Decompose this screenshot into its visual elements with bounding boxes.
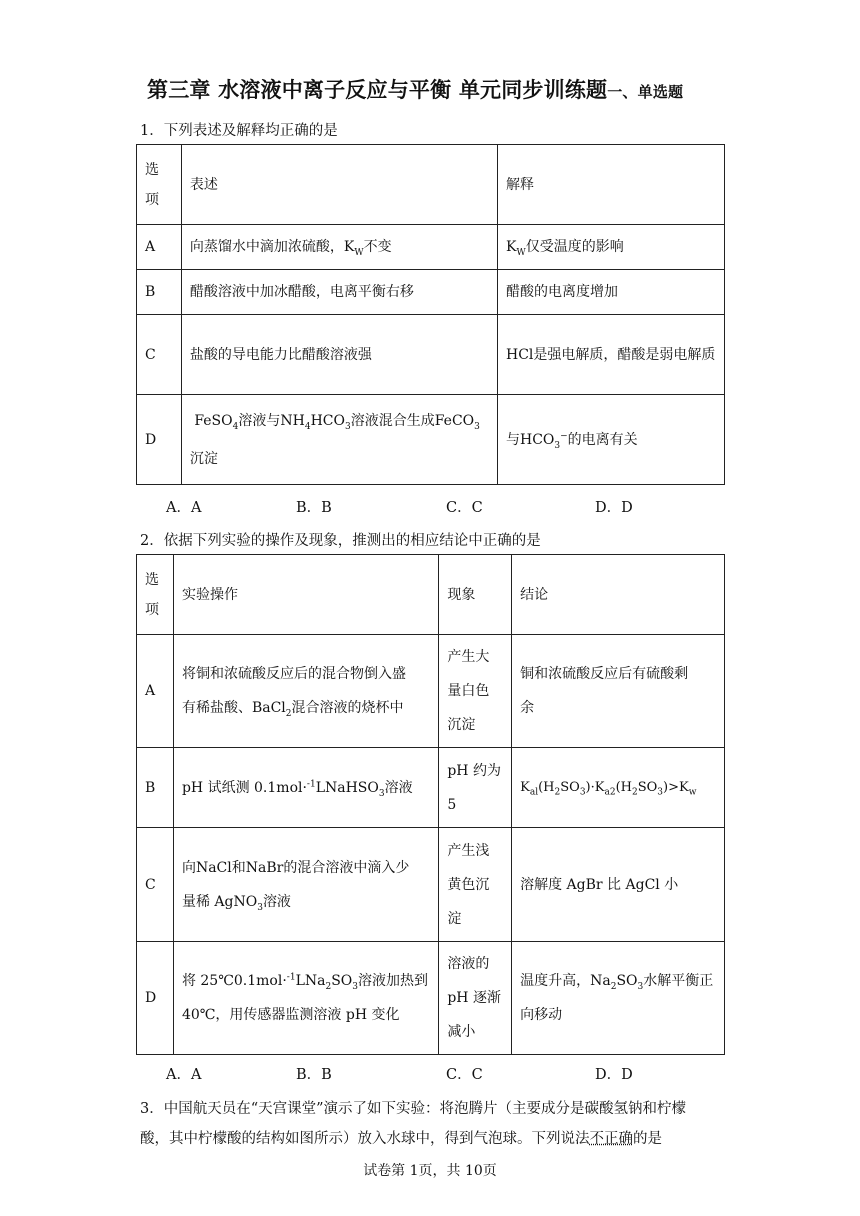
statement-cell: 向蒸馏水中滴加浓硫酸，$K_W$不变 (181, 225, 497, 270)
page-footer: 试卷第 1页，共 10页 (363, 1163, 497, 1179)
option-a: A．A (166, 1067, 202, 1083)
section-heading: 一、单选题 (607, 83, 684, 101)
phenomenon-cell: 产生大 量白色 沉淀 (439, 635, 512, 748)
conclusion-cell: 铜和浓硫酸反应后有硫酸剩 余 (512, 635, 725, 748)
table-row (137, 828, 725, 942)
question-1-table (136, 144, 725, 485)
table-row (137, 270, 725, 315)
header-phenomenon: 现象 (439, 555, 512, 635)
table-row (137, 942, 725, 1055)
option-b: B．B (296, 500, 332, 516)
statement-cell: 盐酸的导电能力比醋酸溶液强 (181, 315, 497, 395)
table-header-row (137, 145, 725, 225)
page-title (147, 74, 683, 104)
option-b: B．B (296, 1067, 332, 1083)
statement-cell: FeSO$_4$溶液与$NH_4HCO_3$溶液混合生成FeCO$_3$ 沉淀 (181, 395, 497, 485)
explanation-cell: HCl是强电解质，醋酸是弱电解质 (497, 315, 724, 395)
table-row (137, 748, 725, 828)
option-d: D．D (595, 1067, 633, 1083)
row-label: D (137, 395, 182, 485)
row-label: B (137, 748, 174, 828)
header-option: 选项 (137, 555, 174, 635)
phenomenon-cell: pH 约为 5 (439, 748, 512, 828)
explanation-cell: 与$HCO_3^-$的电离有关 (497, 395, 724, 485)
conclusion-cell: 温度升高，$Na_2SO_3$水解平衡正 向移动 (512, 942, 725, 1055)
header-conclusion: 结论 (512, 555, 725, 635)
operation-cell: 将 $25℃0.1mol\cdot^{-1}LNa_2SO_3$溶液加热到 40℃，用传感器监测溶液 pH 变化 (173, 942, 438, 1055)
row-label: B (137, 270, 182, 315)
row-label: C (137, 315, 182, 395)
question-1-stem: 1．下列表述及解释均正确的是 (140, 123, 338, 139)
phenomenon-cell: 溶液的 pH 逐渐 减小 (439, 942, 512, 1055)
option-d: D．D (595, 500, 633, 516)
row-label: A (137, 635, 174, 748)
option-c: C．C (446, 1067, 483, 1083)
operation-cell: pH 试纸测 0.1mol·$^{-1}$LNaHSO$_3$溶液 (173, 748, 438, 828)
header-option: 选项 (137, 145, 182, 225)
emphasis-not-correct: 不正确 (589, 1131, 633, 1147)
row-label: D (137, 942, 174, 1055)
conclusion-cell: $K_{al}(H_2SO_3)\cdot K_{a2}(H_2SO_3)>K_w$ (512, 748, 725, 828)
table-row (137, 315, 725, 395)
phenomenon-cell: 产生浅 黄色沉 淀 (439, 828, 512, 942)
header-operation: 实验操作 (173, 555, 438, 635)
table-row (137, 635, 725, 748)
option-a: A．A (166, 500, 202, 516)
question-3-line-1: 3．中国航天员在“天宫课堂”演示了如下实验：将泡腾片（主要成分是碳酸氢钠和柠檬 (140, 1101, 687, 1117)
table-header-row (137, 555, 725, 635)
explanation-cell: 醋酸的电离度增加 (497, 270, 724, 315)
operation-cell: 向NaCl和NaBr的混合溶液中滴入少 量稀 AgNO$_3$溶液 (173, 828, 438, 942)
header-explanation: 解释 (497, 145, 724, 225)
table-row (137, 225, 725, 270)
question-2-table (136, 554, 725, 1055)
row-label: C (137, 828, 174, 942)
statement-cell: 醋酸溶液中加冰醋酸，电离平衡右移 (181, 270, 497, 315)
operation-cell: 将铜和浓硫酸反应后的混合物倒入盛 有稀盐酸、BaCl$_2$混合溶液的烧杯中 (173, 635, 438, 748)
question-3-line-2: 酸，其中柠檬酸的结构如图所示）放入水球中，得到气泡球。下列说法不正确的是 (140, 1131, 662, 1147)
option-c: C．C (446, 500, 483, 516)
question-2-stem: 2．依据下列实验的操作及现象，推测出的相应结论中正确的是 (140, 533, 541, 549)
table-row (137, 395, 725, 485)
header-statement: 表述 (181, 145, 497, 225)
explanation-cell: $K_W$仅受温度的影响 (497, 225, 724, 270)
title-main: 第三章 水溶液中离子反应与平衡 单元同步训练题 (147, 77, 608, 102)
row-label: A (137, 225, 182, 270)
conclusion-cell: 溶解度 AgBr 比 AgCl 小 (512, 828, 725, 942)
